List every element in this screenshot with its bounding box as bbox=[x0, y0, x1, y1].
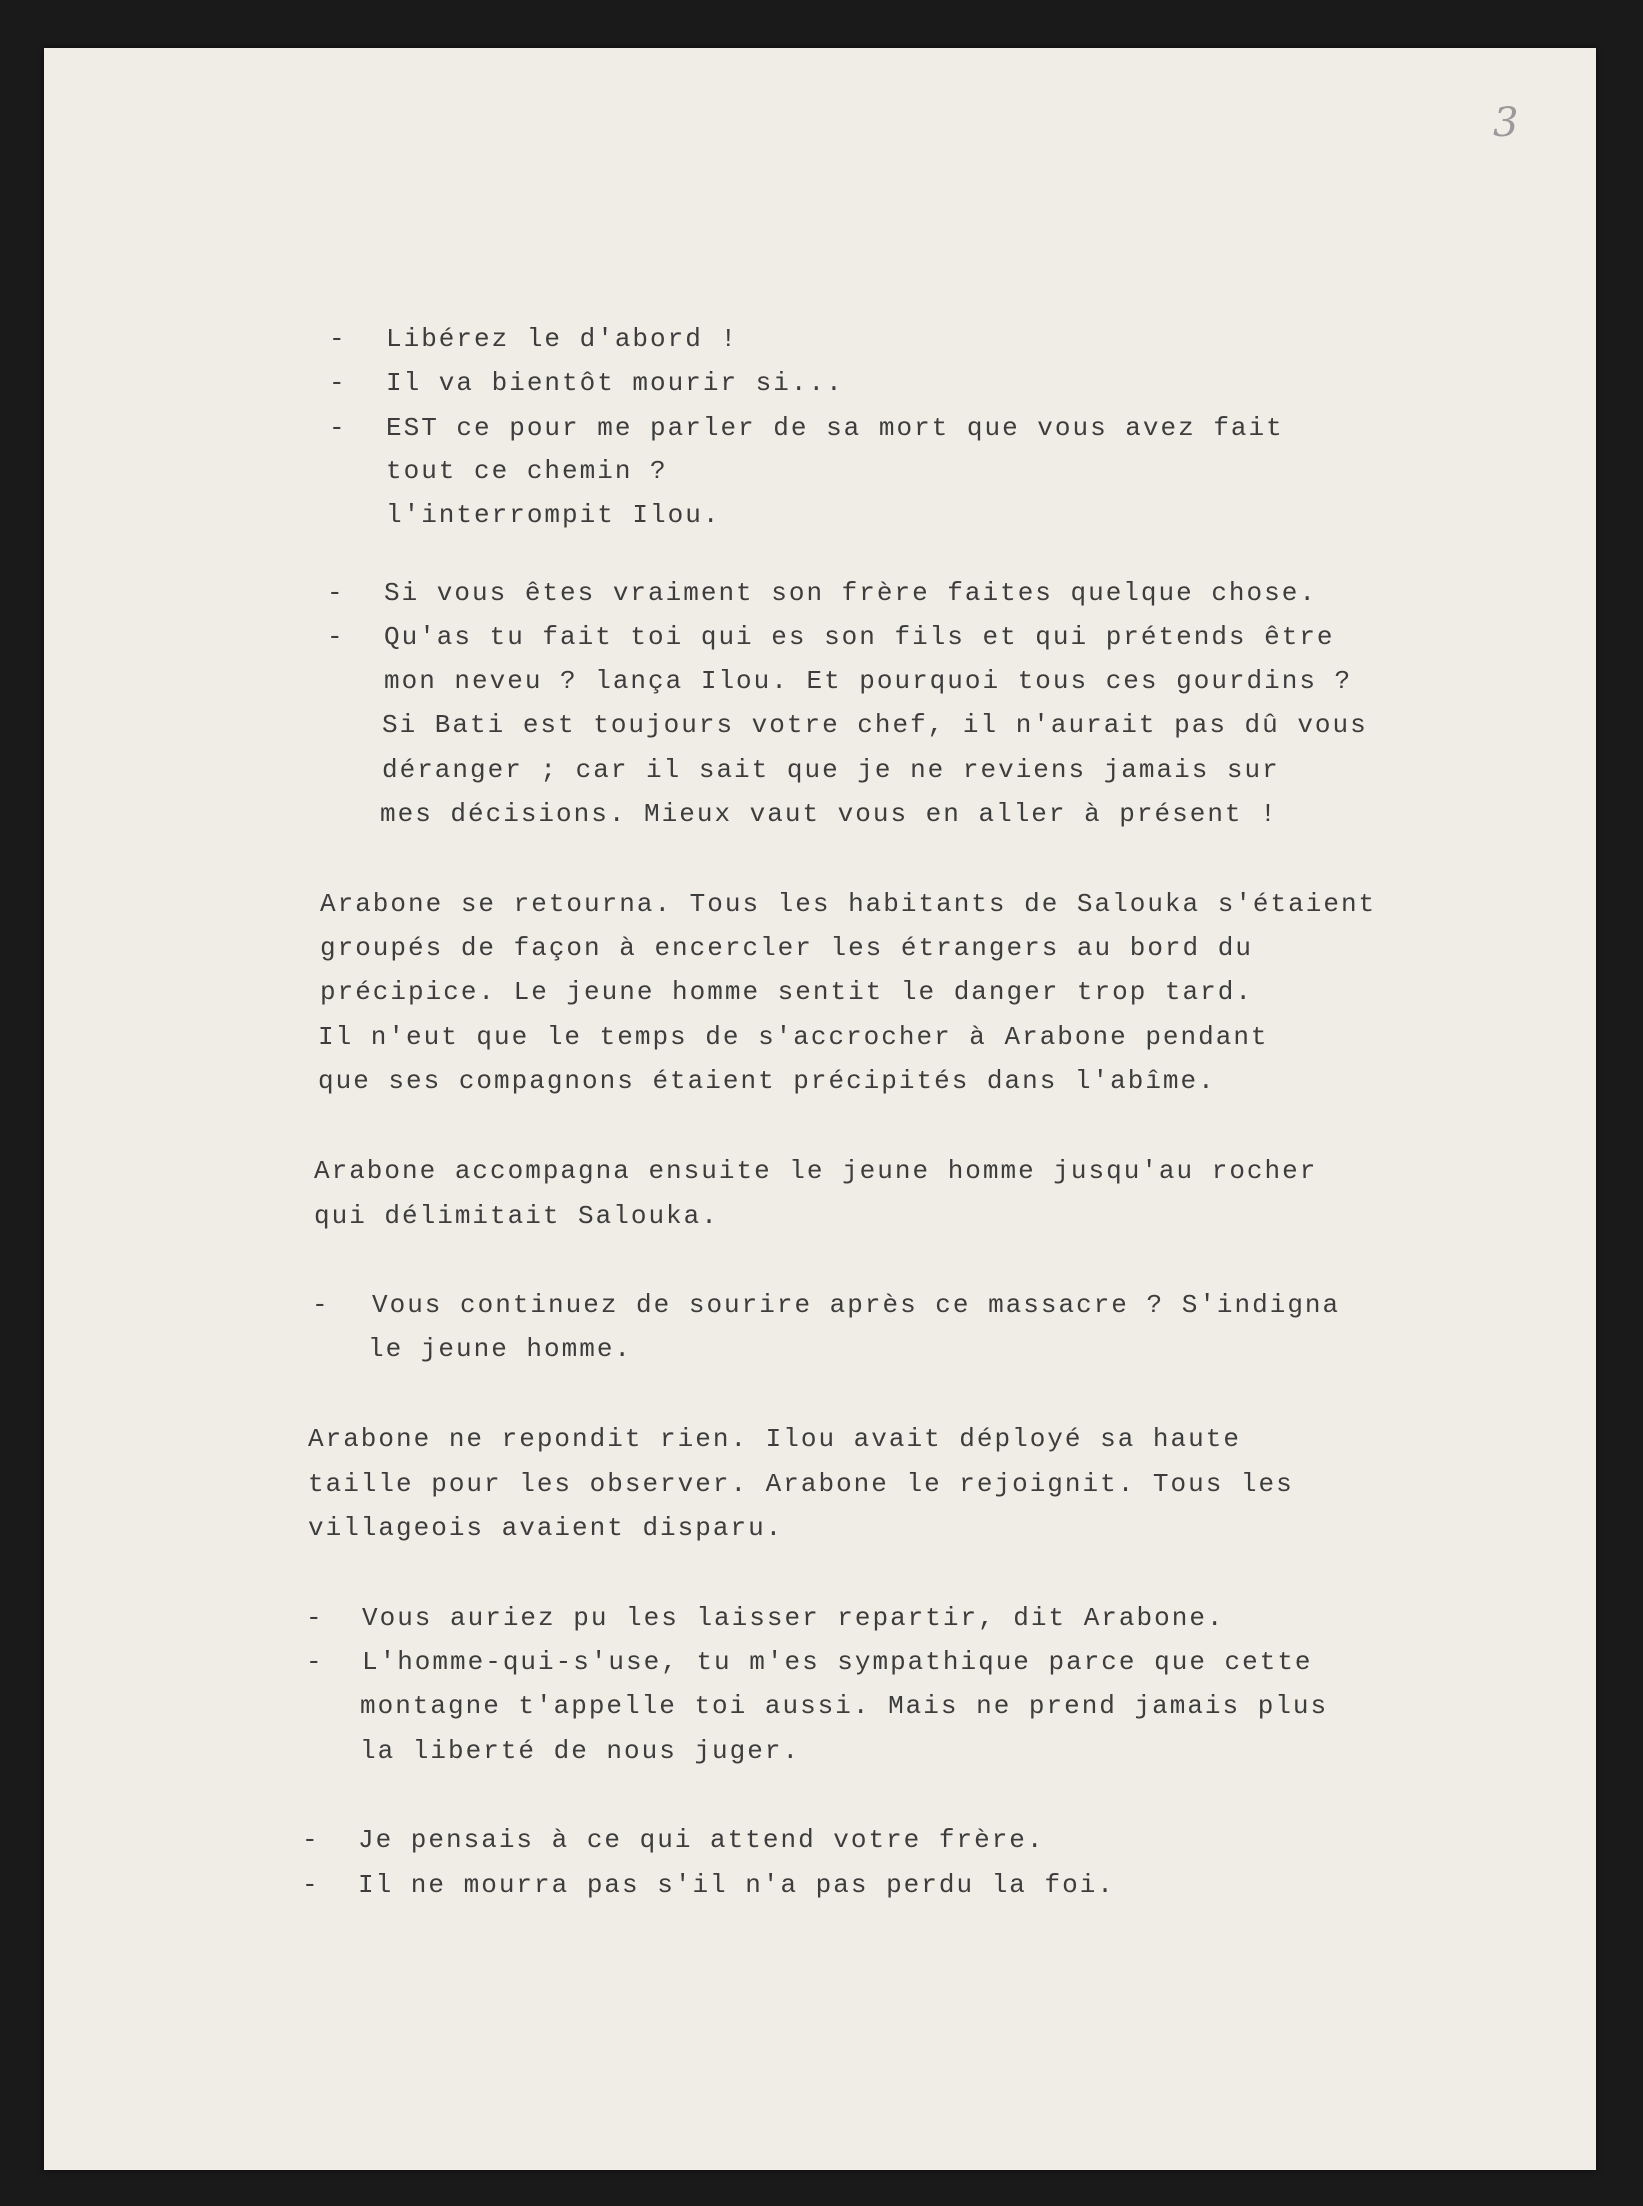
dialogue-dash: - bbox=[327, 622, 345, 652]
text-line: taille pour les observer. Arabone le rejoignit. Tous les bbox=[308, 1469, 1294, 1499]
text-line: groupés de façon à encercler les étrangers au bord du bbox=[320, 933, 1253, 963]
text-line: le jeune homme. bbox=[368, 1334, 633, 1364]
text-line: Qu'as tu fait toi qui es son fils et qui prétends être bbox=[384, 622, 1335, 652]
page-number: 3 bbox=[1493, 100, 1519, 146]
text-line: Arabone se retourna. Tous les habitants de Salouka s'étaient bbox=[320, 889, 1377, 919]
text-line: déranger ; car il sait que je ne reviens jamais sur bbox=[382, 755, 1280, 785]
dialogue-dash: - bbox=[306, 1647, 324, 1677]
dialogue-dash: - bbox=[329, 413, 347, 443]
typed-text bbox=[44, 48, 1596, 2170]
dialogue-dash: - bbox=[302, 1825, 320, 1855]
text-line: l'interrompit Ilou. bbox=[386, 500, 721, 530]
text-line: Libérez le d'abord ! bbox=[386, 324, 739, 354]
text-line: EST ce pour me parler de sa mort que vous avez fait bbox=[386, 413, 1284, 443]
text-line: montagne t'appelle toi aussi. Mais ne prend jamais plus bbox=[360, 1691, 1329, 1721]
text-line: L'homme-qui-s'use, tu m'es sympathique parce que cette bbox=[362, 1647, 1313, 1677]
dialogue-dash: - bbox=[312, 1290, 330, 1320]
dialogue-dash: - bbox=[329, 324, 347, 354]
dialogue-dash: - bbox=[302, 1870, 320, 1900]
text-line: Si Bati est toujours votre chef, il n'aurait pas dû vous bbox=[382, 710, 1368, 740]
text-line: Si vous êtes vraiment son frère faites quelque chose. bbox=[384, 578, 1317, 608]
text-line: villageois avaient disparu. bbox=[308, 1513, 784, 1543]
text-line: mon neveu ? lança Ilou. Et pourquoi tous ces gourdins ? bbox=[384, 666, 1353, 696]
text-line: Vous continuez de sourire après ce massacre ? S'indigna bbox=[372, 1290, 1341, 1320]
text-line: qui délimitait Salouka. bbox=[314, 1201, 719, 1231]
text-line: Arabone ne repondit rien. Ilou avait déployé sa haute bbox=[308, 1424, 1241, 1454]
text-line: Il va bientôt mourir si... bbox=[386, 368, 844, 398]
text-line: Vous auriez pu les laisser repartir, dit Arabone. bbox=[362, 1603, 1225, 1633]
text-line: Il n'eut que le temps de s'accrocher à Arabone pendant bbox=[318, 1022, 1269, 1052]
text-line: que ses compagnons étaient précipités dans l'abîme. bbox=[318, 1066, 1216, 1096]
dialogue-dash: - bbox=[329, 368, 347, 398]
text-line: Je pensais à ce qui attend votre frère. bbox=[358, 1825, 1045, 1855]
text-line: précipice. Le jeune homme sentit le danger trop tard. bbox=[320, 977, 1253, 1007]
typewritten-page bbox=[44, 48, 1596, 2170]
dialogue-dash: - bbox=[327, 578, 345, 608]
text-line: Il ne mourra pas s'il n'a pas perdu la foi. bbox=[358, 1870, 1115, 1900]
text-line: la liberté de nous juger. bbox=[360, 1736, 801, 1766]
dialogue-dash: - bbox=[306, 1603, 324, 1633]
text-line: Arabone accompagna ensuite le jeune homme jusqu'au rocher bbox=[314, 1156, 1318, 1186]
text-line: mes décisions. Mieux vaut vous en aller à présent ! bbox=[380, 799, 1278, 829]
text-line: tout ce chemin ? bbox=[386, 456, 668, 486]
